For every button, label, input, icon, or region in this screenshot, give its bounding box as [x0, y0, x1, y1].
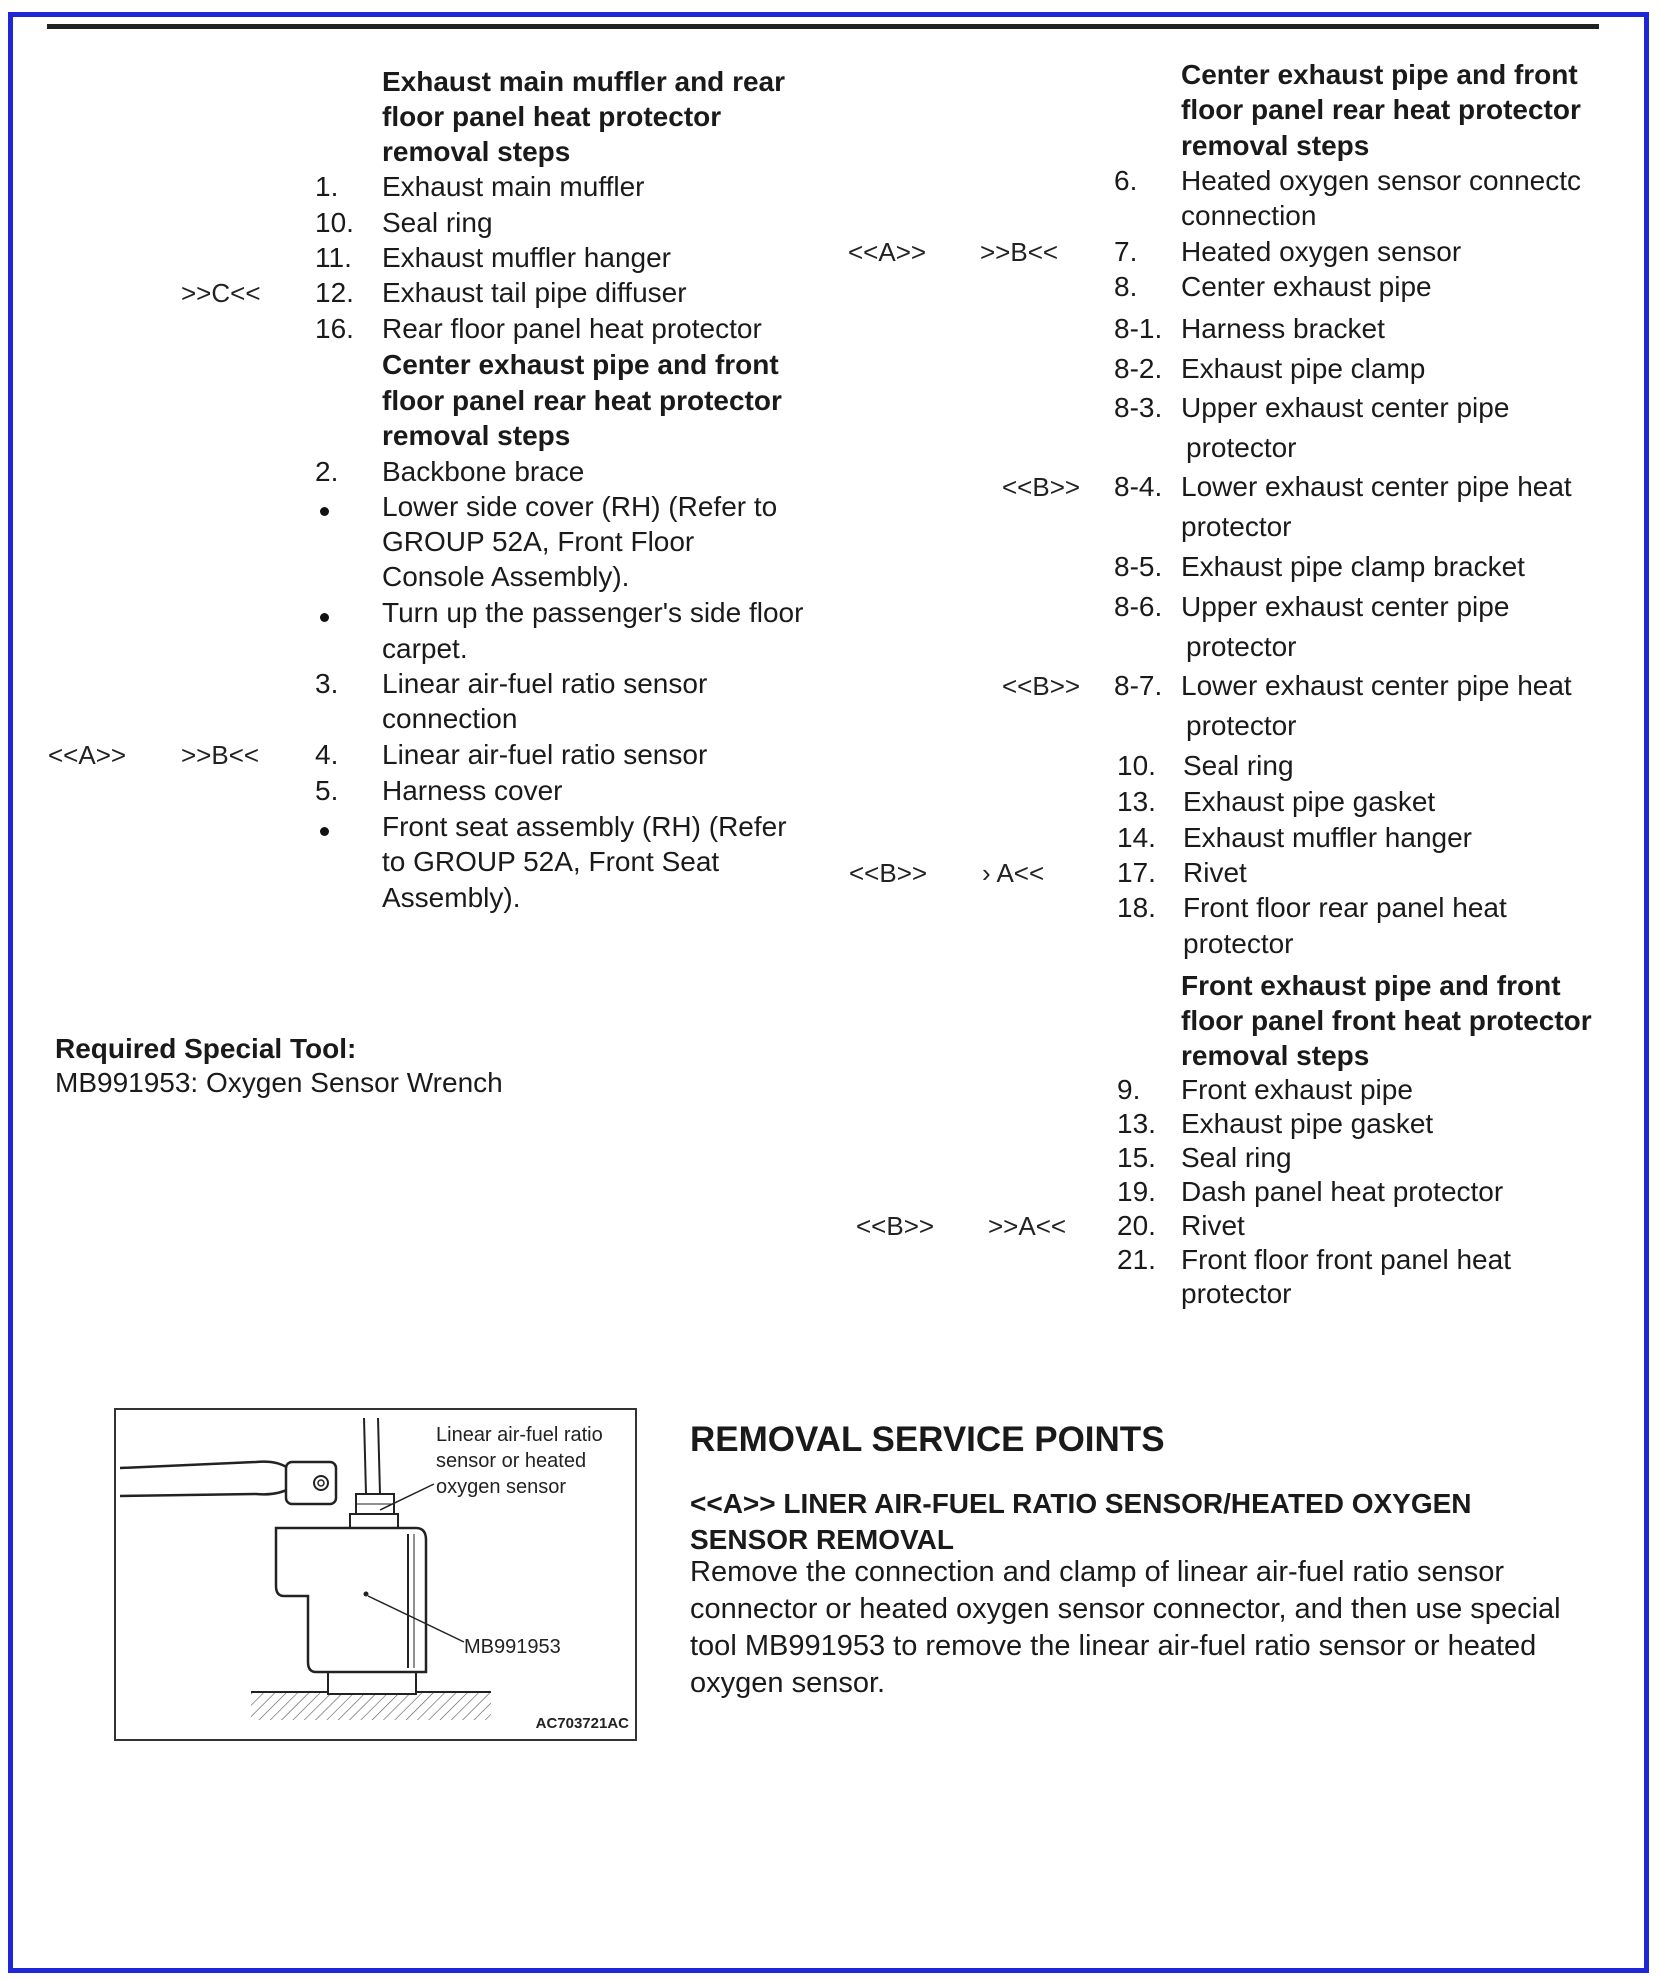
- step-number: 1.: [315, 171, 339, 202]
- step-text: Exhaust pipe clamp: [1181, 353, 1426, 384]
- step-number: 10.: [1117, 750, 1156, 781]
- step-text: Exhaust tail pipe diffuser: [382, 277, 687, 308]
- bullet-icon: [320, 613, 329, 622]
- step-text: protector: [1181, 511, 1292, 542]
- installation-marker: >>C<<: [181, 278, 261, 308]
- installation-marker: >>B<<: [980, 237, 1059, 267]
- step-text: Rivet: [1181, 1210, 1245, 1241]
- section-heading: floor panel heat protector: [382, 101, 722, 132]
- step-text: carpet.: [382, 633, 468, 664]
- step-text: Seal ring: [1183, 750, 1294, 781]
- step-number: 8-6.: [1114, 591, 1163, 622]
- section-heading: floor panel rear heat protector: [1181, 94, 1581, 125]
- step-text: Harness bracket: [1181, 313, 1385, 344]
- bullet-icon: [320, 827, 329, 836]
- step-number: 18.: [1117, 892, 1156, 923]
- section-heading: floor panel front heat protector: [1181, 1005, 1592, 1036]
- step-text: Exhaust pipe gasket: [1183, 786, 1436, 817]
- removal-marker: <<A>>: [848, 237, 927, 267]
- step-number: 5.: [315, 775, 339, 806]
- step-number: 8-3.: [1114, 392, 1163, 423]
- figure-code: AC703721AC: [535, 1715, 629, 1732]
- step-number: 10.: [315, 207, 354, 238]
- step-number: 8.: [1114, 271, 1138, 302]
- step-text: Assembly).: [382, 882, 521, 913]
- step-text: protector: [1181, 1278, 1292, 1309]
- step-text: Front seat assembly (RH) (Refer: [382, 811, 787, 842]
- special-tool-heading: Required Special Tool:: [55, 1033, 357, 1064]
- step-text: Exhaust muffler hanger: [1183, 822, 1472, 853]
- section-heading: Front exhaust pipe and front: [1181, 970, 1561, 1001]
- step-text: Rivet: [1183, 857, 1247, 888]
- removal-marker: <<B>>: [1002, 472, 1081, 502]
- service-points-body: Remove the connection and clamp of linear air-fuel ratio sensor connector or heated oxygen sensor connector, and then use special tool MB991953 to remove the linear air-fuel ratio sensor or heated oxygen sensor.: [690, 1556, 1561, 1699]
- removal-marker: <<B>>: [856, 1211, 935, 1241]
- service-points-subtitle: <<A>> LINER AIR-FUEL RATIO SENSOR/HEATED OXYGEN SENSOR REMOVAL: [690, 1488, 1472, 1555]
- step-number: 7.: [1114, 236, 1138, 267]
- step-text: Linear air-fuel ratio sensor: [382, 739, 708, 770]
- figure-tool-label: MB991953: [464, 1636, 561, 1658]
- step-text: Backbone brace: [382, 456, 585, 487]
- step-text: Front floor front panel heat: [1181, 1244, 1511, 1275]
- step-text: Front exhaust pipe: [1181, 1074, 1413, 1105]
- step-text: Front floor rear panel heat: [1183, 892, 1507, 923]
- section-heading: floor panel rear heat protector: [382, 385, 782, 416]
- step-number: 20.: [1117, 1210, 1156, 1241]
- step-text: Harness cover: [382, 775, 563, 806]
- step-number: 4.: [315, 739, 339, 770]
- step-number: 8-2.: [1114, 353, 1163, 384]
- socket-tool: [276, 1528, 426, 1672]
- bullet-icon: [320, 507, 329, 516]
- section-heading: Exhaust main muffler and rear: [382, 66, 786, 97]
- step-number: 13.: [1117, 786, 1156, 817]
- step-text: Upper exhaust center pipe: [1181, 591, 1510, 622]
- step-number: 21.: [1117, 1244, 1156, 1275]
- step-number: 8-4.: [1114, 471, 1163, 502]
- installation-marker: › A<<: [982, 858, 1045, 888]
- step-text: Exhaust main muffler: [382, 171, 645, 202]
- special-tool-value: MB991953: Oxygen Sensor Wrench: [55, 1067, 503, 1098]
- step-number: 11.: [315, 242, 352, 273]
- installation-marker: >>B<<: [181, 740, 260, 770]
- step-text: Heated oxygen sensor: [1181, 236, 1462, 267]
- step-text: Upper exhaust center pipe: [1181, 392, 1510, 423]
- service-points-title: REMOVAL SERVICE POINTS: [690, 1420, 1165, 1459]
- section-heading: Center exhaust pipe and front: [382, 349, 779, 380]
- step-text: connection: [382, 703, 518, 734]
- step-number: 13.: [1117, 1108, 1156, 1139]
- top-rule: [47, 24, 1599, 29]
- section-heading: removal steps: [382, 136, 571, 167]
- figure-callout: Linear air-fuel ratio: [436, 1424, 603, 1446]
- step-text: GROUP 52A, Front Floor: [382, 526, 695, 557]
- step-number: 15.: [1117, 1142, 1156, 1173]
- step-number: 6.: [1114, 165, 1138, 196]
- section-heading: Center exhaust pipe and front: [1181, 59, 1578, 90]
- step-text: Lower side cover (RH) (Refer to: [382, 491, 778, 522]
- step-text: Console Assembly).: [382, 561, 630, 592]
- step-number: 19.: [1117, 1176, 1156, 1207]
- step-text: Exhaust pipe gasket: [1181, 1108, 1434, 1139]
- ground-hatch: [251, 1692, 491, 1720]
- figure-callout: sensor or heated: [436, 1450, 587, 1472]
- section-heading: removal steps: [1181, 1040, 1370, 1071]
- step-text: Seal ring: [382, 207, 493, 238]
- step-text: protector: [1183, 928, 1294, 959]
- step-text: Dash panel heat protector: [1181, 1176, 1504, 1207]
- step-text: Exhaust muffler hanger: [382, 242, 671, 273]
- step-text: Lower exhaust center pipe heat: [1181, 670, 1572, 701]
- step-number: 12.: [315, 277, 354, 308]
- sensor-wrench-illustration: [114, 1408, 637, 1741]
- step-text: protector: [1186, 710, 1297, 741]
- step-number: 8-5.: [1114, 551, 1163, 582]
- removal-marker: <<A>>: [48, 740, 127, 770]
- step-text: Seal ring: [1181, 1142, 1292, 1173]
- step-text: Lower exhaust center pipe heat: [1181, 471, 1572, 502]
- figure-callout: oxygen sensor: [436, 1476, 567, 1498]
- step-text: connection: [1181, 200, 1317, 231]
- section-heading: removal steps: [1181, 130, 1370, 161]
- step-text: protector: [1186, 432, 1297, 463]
- step-number: 17.: [1117, 857, 1156, 888]
- step-number: 3.: [315, 668, 339, 699]
- step-text: Exhaust pipe clamp bracket: [1181, 551, 1525, 582]
- section-heading: removal steps: [382, 420, 571, 451]
- step-text: Heated oxygen sensor connectc: [1181, 165, 1582, 196]
- step-number: 16.: [315, 313, 354, 344]
- step-number: 8-1.: [1114, 313, 1163, 344]
- removal-marker: <<B>>: [1002, 671, 1081, 701]
- wrench-handle: [120, 1462, 291, 1496]
- step-number: 9.: [1117, 1074, 1141, 1105]
- installation-marker: >>A<<: [988, 1211, 1067, 1241]
- removal-marker: <<B>>: [849, 858, 928, 888]
- step-number: 8-7.: [1114, 670, 1163, 701]
- step-number: 2.: [315, 456, 339, 487]
- step-text: to GROUP 52A, Front Seat: [382, 846, 720, 877]
- step-text: Linear air-fuel ratio sensor: [382, 668, 708, 699]
- step-text: Turn up the passenger's side floor: [382, 597, 804, 628]
- step-text: Center exhaust pipe: [1181, 271, 1432, 302]
- step-text: Rear floor panel heat protector: [382, 313, 762, 344]
- step-number: 14.: [1117, 822, 1156, 853]
- step-text: protector: [1186, 631, 1297, 662]
